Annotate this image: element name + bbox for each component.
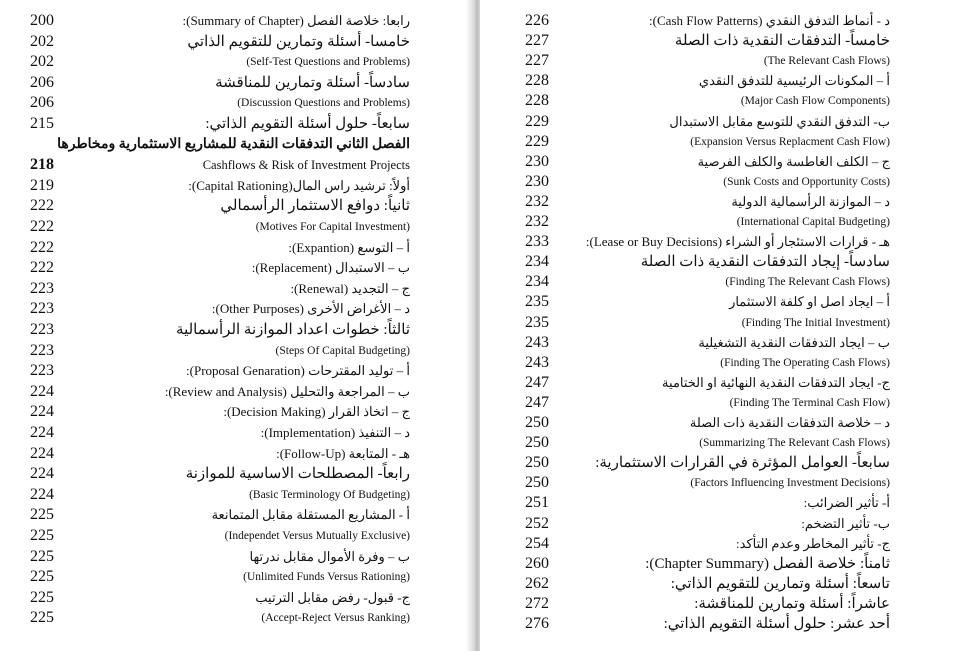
toc-entry: [480, 413, 960, 433]
toc-page-number: 200: [30, 12, 54, 29]
toc-page-number: 235: [525, 313, 549, 331]
toc-page-number: 224: [30, 403, 54, 421]
toc-entry-title: ب – وفرة الأموال مقابل ندرتها: [249, 548, 410, 564]
toc-page-number: 224: [30, 485, 54, 503]
toc-entry: [480, 212, 960, 232]
toc-entry-title: (Summarizing The Relevant Cash Flows): [699, 437, 890, 450]
toc-page-number: 224: [30, 424, 54, 441]
toc-entry-title: خامساً- التدفقات النقدية ذات الصلة: [674, 33, 890, 50]
toc-entry-title: أ – ايجاد اصل او كلفة الاستثمار: [729, 294, 890, 310]
toc-page-number: 215: [30, 115, 54, 132]
toc-entry: [480, 112, 960, 132]
toc-entry-title: ثالثاً: خطوات اعداد الموازنة الرأسمالية: [176, 322, 410, 338]
toc-entry: [0, 423, 470, 443]
toc-page-number: 272: [525, 594, 549, 612]
toc-entry-title: ب – الاستبدال (Replacement):: [251, 260, 410, 276]
toc-page-number: 262: [525, 574, 549, 592]
toc-entry-title: (Major Cash Flow Components): [740, 95, 890, 108]
toc-page-number: 260: [525, 554, 549, 572]
toc-entry: [0, 299, 470, 319]
toc-page-number: 223: [30, 362, 54, 380]
toc-page-number: 222: [30, 259, 54, 277]
toc-page-number: 247: [525, 393, 549, 411]
toc-entry-title: (Factors Influencing Investment Decisions): [690, 477, 890, 490]
toc-entry: [0, 11, 470, 31]
toc-entry: [480, 534, 960, 554]
toc-entry: [0, 485, 470, 505]
toc-entry-title: أولاً: ترشيد راس المال(Capital Rationing):: [188, 177, 410, 193]
toc-entry-title: سادساً- أسئلة وتمارين للمناقشة: [215, 74, 410, 91]
toc-entry-title: د - أنماط التدفق النقدي (Cash Flow Patterns):: [649, 13, 890, 28]
toc-entry-title: خامسا- أسئلة وتمارين للتقويم الذاتي: [187, 33, 410, 50]
toc-page-number: 218: [30, 156, 54, 174]
toc-entry: [0, 176, 470, 196]
toc-entry-title: (Self-Test Questions and Problems): [246, 56, 410, 69]
toc-entry-title: (Finding The Initial Investment): [741, 316, 890, 329]
toc-page-number: 227: [525, 32, 549, 50]
toc-page-number: 254: [525, 534, 549, 552]
toc-entry-title: (Motives For Capital Investment): [255, 221, 410, 233]
toc-entry-title: أ - المشاريع المستقلة مقابل المتمانعة: [211, 507, 410, 523]
toc-page-number: 222: [30, 197, 54, 215]
toc-page-number: 230: [525, 172, 549, 190]
toc-entry-title: ج – الكلف الغاطسة والكلف الفرصية: [697, 153, 890, 169]
toc-entry: [480, 71, 960, 91]
toc-page-number: 225: [30, 609, 54, 627]
toc-entry-title: (Steps Of Capital Budgeting): [275, 344, 410, 357]
toc-page-number: 222: [30, 218, 54, 235]
toc-entry-title: (Discussion Questions and Problems): [237, 97, 410, 110]
toc-entry-title: د – التنفيذ (Implementation):: [260, 425, 410, 440]
toc-entry-title: أ- تأثير الضرائب:: [803, 495, 890, 511]
toc-entry: [480, 614, 960, 634]
toc-entry: [0, 402, 470, 422]
toc-entry: [480, 292, 960, 312]
toc-page-number: 276: [525, 615, 549, 632]
toc-entry-title: ج- قبول- رفض مقابل الترتيب: [255, 589, 410, 605]
toc-entry-title: (International Capital Budgeting): [736, 216, 890, 228]
toc-page-number: 228: [525, 92, 549, 110]
toc-entry-title: (The Relevant Cash Flows): [763, 55, 890, 68]
toc-page-number: 206: [30, 94, 54, 112]
toc-page-number: 247: [525, 373, 549, 391]
toc-entry: [480, 393, 960, 413]
toc-entry-title: ج – التجديد (Renewal):: [290, 280, 410, 296]
toc-entry: [480, 514, 960, 534]
toc-entry: [0, 279, 470, 299]
toc-entry: [0, 361, 470, 381]
toc-entry-title: أ – توليد المقترحات (Proposal Genaration):: [186, 363, 410, 379]
toc-entry-title: أ – التوسع (Expantion):: [288, 239, 410, 255]
toc-entry-title: أحد عشر: حلول أسئلة التقويم الذاتي:: [663, 616, 890, 632]
toc-entry-title: (Accept-Reject Versus Ranking): [261, 612, 410, 625]
toc-entry: [0, 135, 470, 155]
toc-page-number: 222: [30, 238, 54, 256]
toc-entry: [480, 51, 960, 71]
toc-entry: [480, 453, 960, 473]
toc-entry: [0, 32, 470, 52]
toc-entry: [0, 588, 470, 608]
toc-entry: [480, 373, 960, 393]
toc-entry-title: رابعاً- المصطلحات الاساسية للموازنة: [185, 466, 410, 483]
toc-page-number: 225: [30, 547, 54, 565]
toc-entry-title: سادساً- إيجاد التدفقات النقدية ذات الصلة: [640, 254, 890, 271]
toc-entry: [480, 313, 960, 333]
toc-page-number: 229: [525, 132, 549, 150]
toc-page-number: 223: [30, 321, 54, 338]
toc-entry: [480, 91, 960, 111]
toc-entry-title: سابعاً- حلول أسئلة التقويم الذاتي:: [205, 116, 410, 132]
toc-entry-title: (Finding The Relevant Cash Flows): [725, 276, 890, 289]
toc-entry-title: ج- ايجاد التدفقات النقدية النهائية او الختامية: [662, 374, 890, 390]
toc-page-number: 234: [525, 273, 549, 291]
toc-entry-title: د – الأغراض الأخرى (Other Purposes):: [211, 301, 410, 317]
toc-entry-title: (Basic Terminology Of Budgeting): [249, 488, 410, 501]
toc-entry: [0, 382, 470, 402]
toc-entry: [0, 320, 470, 340]
toc-page-right: [480, 0, 960, 651]
toc-page-number: 224: [30, 444, 54, 462]
toc-page-number: 225: [30, 568, 54, 586]
toc-entry-title: هـ - المتابعة (Follow-Up):: [276, 445, 410, 461]
toc-page-left: [0, 0, 470, 651]
toc-page-number: 251: [525, 494, 549, 512]
toc-entry: [0, 444, 470, 464]
toc-entry: [480, 132, 960, 152]
toc-entry-title: ب – ايجاد التدفقات النقدية التشغيلية: [698, 334, 890, 350]
toc-entry: [0, 464, 470, 484]
toc-entry: [480, 31, 960, 51]
toc-entry: [480, 232, 960, 252]
toc-page-number: 202: [30, 53, 54, 71]
toc-page-number: 250: [525, 474, 549, 492]
toc-page-number: 223: [30, 279, 54, 297]
toc-entry: [0, 341, 470, 361]
toc-page-number: 243: [525, 353, 549, 371]
toc-entry: [0, 73, 470, 93]
toc-entry: [480, 152, 960, 172]
toc-entry-title: (Finding The Terminal Cash Flow): [729, 396, 890, 409]
toc-page-number: 252: [525, 514, 549, 532]
toc-entry: [480, 473, 960, 493]
toc-entry: [480, 272, 960, 292]
toc-page-number: 234: [525, 253, 549, 271]
toc-entry: [480, 433, 960, 453]
toc-entry-title: (Expansion Versus Replacment Cash Flow): [690, 135, 890, 148]
toc-page-number: 224: [30, 465, 54, 483]
toc-entry-title: (Independet Versus Mutually Exclusive): [224, 530, 410, 542]
toc-page-number: 206: [30, 73, 54, 91]
toc-page-number: 250: [525, 454, 549, 472]
toc-entry: [0, 608, 470, 628]
toc-entry: [0, 196, 470, 216]
toc-entry: [480, 333, 960, 353]
toc-entry: [480, 574, 960, 594]
toc-entry: [0, 547, 470, 567]
toc-page-number: 228: [525, 72, 549, 90]
toc-entry: [480, 594, 960, 614]
toc-entry-title: (Sunk Costs and Opportunity Costs): [723, 175, 890, 188]
toc-entry-title: الفصل الثاني التدفقات النقدية للمشاريع الاستثمارية ومخاطرها: [57, 136, 410, 152]
toc-entry-title: (Finding The Operating Cash Flows): [720, 356, 890, 369]
toc-entry: [0, 238, 470, 258]
toc-page-number: 229: [525, 112, 549, 130]
toc-entry-title: ثانياً: دوافع الاستثمار الرأسمالي: [220, 198, 410, 215]
toc-page-number: 223: [30, 341, 54, 359]
toc-page-number: 233: [525, 233, 549, 251]
toc-page-number: 232: [525, 213, 549, 230]
toc-page-number: 223: [30, 300, 54, 318]
toc-page-number: 225: [30, 527, 54, 544]
toc-entry: [0, 155, 470, 175]
toc-entry-title: د – الموازنة الرأسمالية الدولية: [731, 193, 890, 209]
toc-entry: [0, 52, 470, 72]
toc-entry: [0, 567, 470, 587]
toc-entry-title: ب- التدفق النقدي للتوسع مقابل الاستبدال: [669, 113, 890, 129]
toc-entry: [480, 172, 960, 192]
toc-page-number: 202: [30, 32, 54, 50]
toc-entry-title: Cashflows & Risk of Investment Projects: [202, 158, 410, 173]
toc-entry-title: ب- تأثير التضخم:: [801, 515, 890, 531]
toc-entry: [480, 493, 960, 513]
toc-entry: [480, 11, 960, 31]
toc-entry-title: عاشراً: أسئلة وتمارين للمناقشة:: [694, 595, 890, 612]
toc-entry-title: د – خلاصة التدفقات النقدية ذات الصلة: [689, 415, 890, 430]
toc-entry-title: ثامناً: خلاصة الفصل (Chapter Summary):: [645, 555, 890, 572]
toc-page-number: 235: [525, 293, 549, 311]
toc-entry-title: أ – المكونات الرئيسية للتدفق النقدي: [698, 73, 890, 89]
toc-page-number: 224: [30, 382, 54, 400]
toc-entry-title: تاسعاً: أسئلة وتمارين للتقويم الذاتي:: [670, 575, 890, 592]
toc-page-number: 243: [525, 333, 549, 351]
toc-entry: [0, 526, 470, 546]
toc-entry: [0, 217, 470, 237]
toc-entry: [0, 93, 470, 113]
toc-page-number: 250: [525, 434, 549, 452]
toc-page-number: 230: [525, 152, 549, 170]
toc-entry: [0, 114, 470, 134]
toc-entry-title: سابعاً- العوامل المؤثرة في القرارات الاستثمارية:: [595, 455, 890, 472]
toc-page-number: 219: [30, 176, 54, 194]
toc-entry-title: (Unlimited Funds Versus Rationing): [243, 571, 410, 584]
toc-page-number: 226: [525, 12, 549, 29]
toc-entry-title: ج – اتخاذ القرار (Decision Making):: [223, 404, 410, 420]
toc-entry-title: ب – المراجعة والتحليل (Review and Analysis):: [164, 383, 410, 399]
toc-page-number: 225: [30, 506, 54, 524]
toc-entry: [480, 353, 960, 373]
toc-entry: [0, 505, 470, 525]
toc-page-number: 225: [30, 588, 54, 606]
toc-entry-title: هـ - قرارات الاستئجار أو الشراء (Lease or Buy Decisions):: [585, 234, 890, 250]
toc-entry: [0, 258, 470, 278]
toc-entry: [480, 192, 960, 212]
toc-entry: [480, 252, 960, 272]
toc-entry-title: رابعا: خلاصة الفصل (Summary of Chapter):: [182, 13, 410, 28]
toc-page-number: 227: [525, 52, 549, 70]
toc-entry-title: ج- تأثير المخاطر وعدم التأكد:: [736, 535, 890, 551]
toc-entry: [480, 554, 960, 574]
toc-page-number: 232: [525, 192, 549, 210]
toc-page-number: 250: [525, 414, 549, 431]
